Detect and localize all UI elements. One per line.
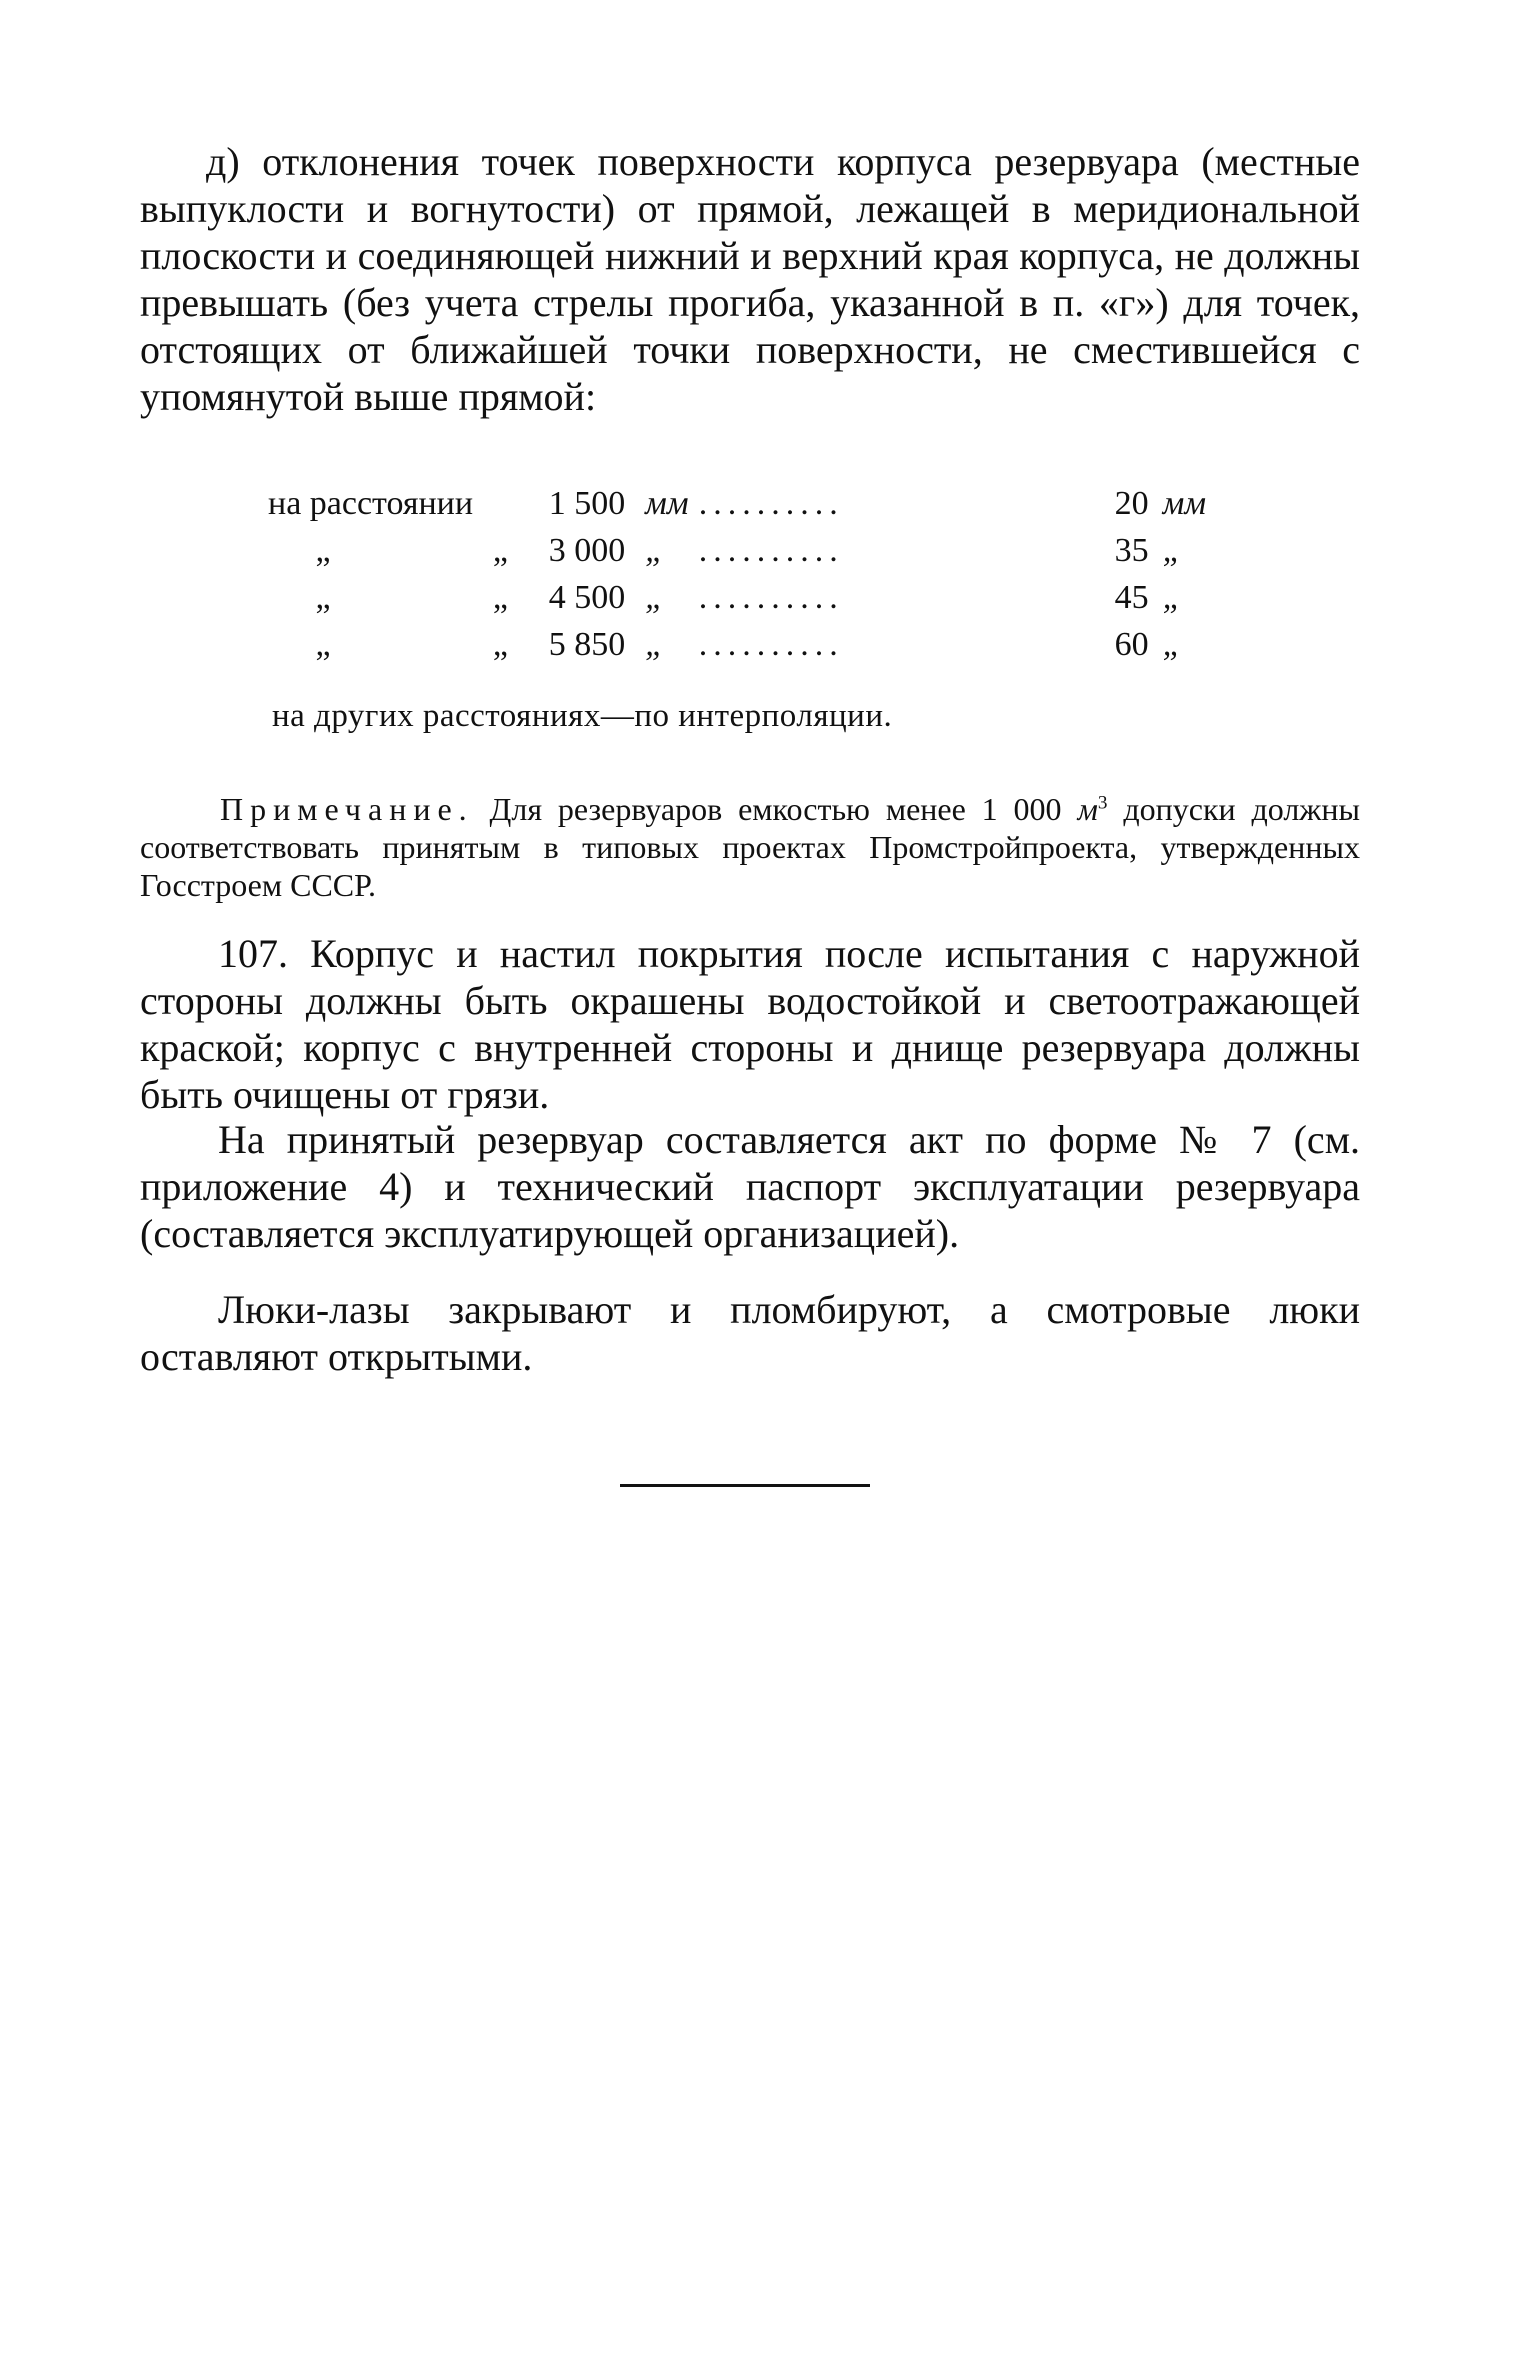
paragraph-acceptance-act: На принятый резервуар составляется акт по форме № 7 (см. приложение 4) и технический паспорт эксплуатации резервуара (составляется эксплуатирующей организацией). bbox=[140, 1117, 1360, 1256]
ditto-mark: „ bbox=[645, 579, 665, 616]
leader-dots: .......... bbox=[698, 626, 844, 663]
table-row bbox=[268, 574, 1228, 621]
table-row bbox=[268, 480, 1228, 527]
tolerance-value: 60 bbox=[1114, 626, 1149, 663]
ditto-mark: „ bbox=[492, 579, 508, 616]
table-row bbox=[268, 621, 1228, 668]
ditto-mark: „ bbox=[315, 532, 331, 569]
table-row bbox=[268, 527, 1228, 574]
note-text-before: Для резервуаров емкостью менее 1 000 bbox=[489, 791, 1062, 827]
distance-unit: мм bbox=[645, 485, 689, 522]
interpolation-line: на других расстояниях—по интерполяции. bbox=[272, 698, 893, 734]
ditto-mark: „ bbox=[1162, 626, 1182, 663]
distance-value: 4 500 bbox=[548, 579, 626, 616]
leader-dots: .......... bbox=[698, 579, 844, 616]
note-paragraph bbox=[140, 790, 1360, 904]
ditto-mark: „ bbox=[315, 626, 331, 663]
leader-dots: .......... bbox=[698, 485, 844, 522]
ditto-mark: „ bbox=[315, 579, 331, 616]
tolerance-value: 35 bbox=[1114, 532, 1149, 569]
leader-dots: .......... bbox=[698, 532, 844, 569]
ditto-mark: „ bbox=[1162, 579, 1182, 616]
note-unit: м bbox=[1077, 791, 1098, 827]
distance-value: 5 850 bbox=[548, 626, 626, 663]
note-heading: Примечание. bbox=[220, 791, 474, 827]
end-divider bbox=[620, 1484, 870, 1487]
tolerance-value: 45 bbox=[1114, 579, 1149, 616]
tolerance-value: 20 bbox=[1114, 485, 1149, 522]
distance-value: 3 000 bbox=[548, 532, 626, 569]
distance-table bbox=[268, 480, 1228, 668]
ditto-mark: „ bbox=[645, 532, 665, 569]
ditto-mark: „ bbox=[492, 532, 508, 569]
row-label: на расстоянии bbox=[268, 485, 474, 522]
paragraph-d: д) отклонения точек поверхности корпуса резервуара (местные выпуклости и вогнутости) от прямой, лежащей в меридиональной плоскости и соединяющей нижний и верхний края корпуса, не должны превышать (без учета стрелы прогиба, указанной в п. «г») для точек, отстоящих от ближайшей точки поверхности, не сместившейся с упомянутой выше прямой: bbox=[140, 139, 1360, 419]
tolerance-unit: мм bbox=[1162, 485, 1207, 522]
distance-value: 1 500 bbox=[548, 485, 626, 522]
ditto-mark: „ bbox=[645, 626, 665, 663]
note-unit-power: 3 bbox=[1097, 792, 1108, 814]
note-text-after: допуски должны соответствовать принятым в типовых проектах Промстройпроекта, утвержденных Госстроем СССР. bbox=[140, 791, 1361, 903]
paragraph-hatches: Люки-лазы закрывают и пломбируют, а смотровые люки оставляют открытыми. bbox=[140, 1287, 1360, 1379]
paragraph-107: 107. Корпус и настил покрытия после испытания с наружной стороны должны быть окрашены водостойкой и светоотражающей краской; корпус с внутренней стороны и днище резервуара должны быть очищены от грязи. bbox=[140, 931, 1360, 1117]
ditto-mark: „ bbox=[1162, 532, 1182, 569]
ditto-mark: „ bbox=[492, 626, 508, 663]
